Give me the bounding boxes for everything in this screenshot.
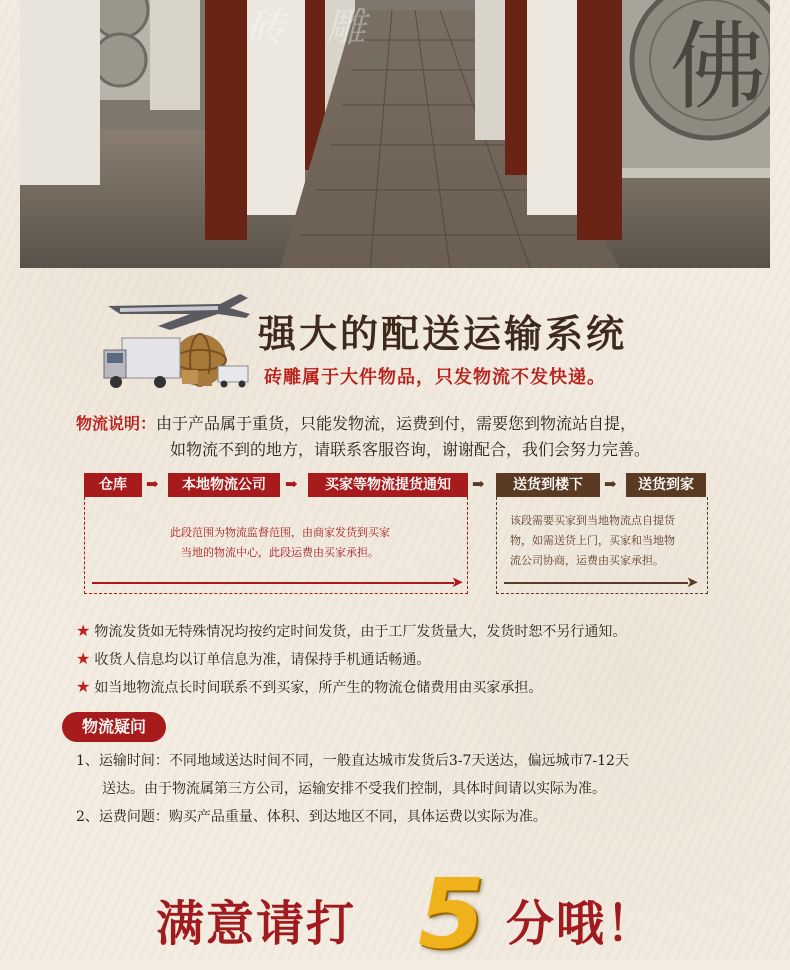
notice-item — [76, 621, 626, 641]
truck-icon — [104, 338, 180, 388]
flow-left-note-line: 此段范围为物流监督范围，由商家发货到买家 — [170, 526, 390, 539]
flow-arrow-icon: ➡ — [604, 475, 617, 493]
rating-prompt-right: 分哦！ — [506, 896, 657, 952]
star-icon: ★ — [76, 649, 91, 668]
logistics-note — [76, 411, 636, 437]
notice-text: 如当地物流点长时间联系不到买家，所产生的物流仓储费用由买家承担。 — [94, 680, 543, 696]
rating-number: 5 — [418, 858, 485, 970]
flow-right-note-line: 物，如需送货上门，买家和当地物 — [510, 534, 675, 547]
logistics-note-line1: 由于产品属于重货，只能发物流，运费到付，需要您到物流站自提， — [156, 414, 637, 433]
notice-item — [76, 649, 430, 669]
flow-arrow-icon: ➡ — [285, 475, 298, 493]
svg-text:佛: 佛 — [670, 11, 766, 123]
flow-step-deliver-home: 送货到家 — [626, 473, 706, 497]
flow-right-arrow-line — [504, 582, 688, 584]
flow-step-warehouse: 仓库 — [84, 473, 142, 497]
flow-arrow-icon: ➡ — [472, 475, 485, 493]
section-title: 强大的配送运输系统 — [258, 311, 628, 356]
van-icon — [218, 366, 248, 388]
notice-text: 物流发货如无特殊情况均按约定时间发货，由于工厂发货量大，发货时恕不另行通知。 — [94, 624, 627, 640]
faq-item: 2、运费问题：购买产品重量、体积、到达地区不同，具体运费以实际为准。 — [76, 809, 547, 825]
flow-left-note-line: 当地的物流中心，此段运费由买家承担。 — [181, 546, 379, 559]
faq-item: 1、运输时间：不同地域送达时间不同，一般直达城市发货后3-7天送达，偏远城市7-12天 — [76, 753, 629, 769]
logistics-note-line2: 如物流不到的地方，请联系客服咨询，谢谢配合，我们会努力完善。 — [170, 440, 651, 459]
section-subtitle: 砖雕属于大件物品，只发物流不发快递。 — [264, 367, 606, 388]
rating-prompt-left: 满意请打 — [156, 896, 357, 952]
star-icon: ★ — [76, 621, 91, 640]
hero-watermark: 砖 雕 — [245, 5, 380, 51]
flow-right-note-line: 该段需要买家到当地物流点自提货 — [510, 514, 675, 527]
flow-step-await-pickup: 买家等物流提货通知 — [308, 473, 468, 497]
flow-left-note — [150, 523, 410, 563]
notice-text: 收货人信息均以订单信息为准，请保持手机通话畅通。 — [94, 652, 431, 668]
flow-right-arrowhead-icon: ➤ — [686, 573, 699, 591]
hero-photo — [20, 0, 770, 268]
flow-arrow-icon: ➡ — [146, 475, 159, 493]
corridor-illustration — [20, 0, 770, 268]
airplane-icon — [108, 294, 250, 330]
flow-step-local-logistics: 本地物流公司 — [168, 473, 280, 497]
notice-item — [76, 677, 542, 697]
delivery-graphic — [100, 290, 260, 400]
faq-item-continued: 送达。由于物流属第三方公司，运输安排不受我们控制，具体时间请以实际为准。 — [102, 781, 606, 797]
logistics-note-label: 物流说明： — [76, 414, 157, 433]
flow-right-note — [510, 511, 705, 571]
flow-right-note-line: 流公司协商，运费由买家承担。 — [510, 554, 664, 567]
flow-left-arrow-line — [92, 582, 454, 584]
flow-step-deliver-downstairs: 送货到楼下 — [496, 473, 600, 497]
faq-badge: 物流疑问 — [62, 712, 166, 742]
star-icon: ★ — [76, 677, 91, 696]
flow-left-arrowhead-icon: ➤ — [451, 573, 464, 591]
